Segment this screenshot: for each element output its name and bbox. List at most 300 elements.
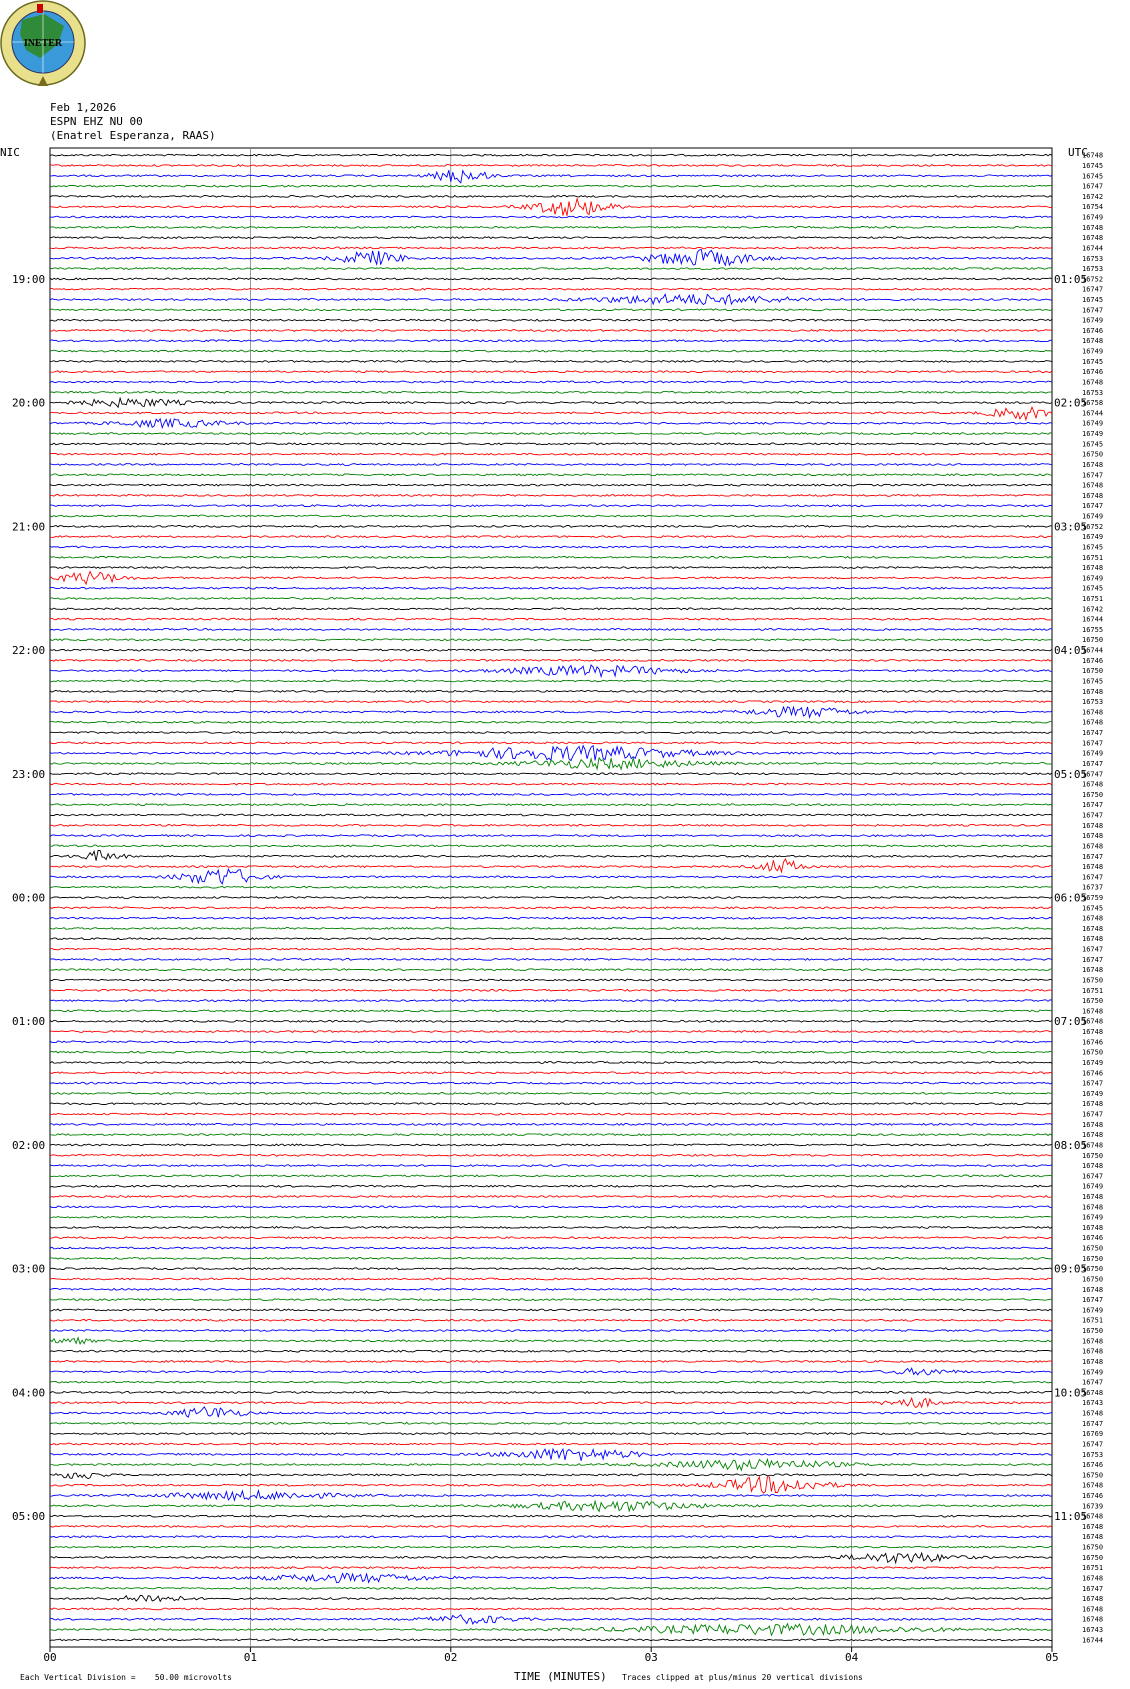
- seismic-trace: [50, 1165, 1052, 1167]
- seismic-trace: [50, 567, 1052, 569]
- trace-value-label: 16749: [1082, 533, 1104, 542]
- x-tick-label: 05: [1045, 1651, 1059, 1664]
- seismic-trace: [50, 278, 1052, 280]
- seismic-trace: [50, 649, 1052, 651]
- trace-value-label: 16745: [1082, 677, 1104, 686]
- right-axis-title: UTC: [1068, 146, 1088, 159]
- trace-value-label: 16749: [1082, 749, 1104, 758]
- seismic-trace: [50, 845, 1052, 847]
- trace-value-label: 16750: [1082, 1471, 1104, 1480]
- trace-value-label: 16747: [1082, 1079, 1104, 1088]
- seismic-trace: [50, 1000, 1052, 1002]
- nic-hour-label: 04:00: [12, 1386, 46, 1400]
- utc-hour-label: 03:05: [1054, 520, 1088, 534]
- seismic-trace: [50, 433, 1052, 435]
- trace-value-label: 16747: [1082, 182, 1104, 191]
- trace-value-label: 16753: [1082, 1450, 1104, 1459]
- seismic-trace: [50, 495, 1052, 497]
- trace-value-label: 16748: [1082, 924, 1104, 933]
- trace-value-label: 16747: [1082, 1110, 1104, 1119]
- seismic-trace: [50, 1123, 1052, 1125]
- trace-value-label: 16746: [1082, 656, 1104, 665]
- seismic-trace: [50, 546, 1052, 548]
- trace-value-label: 16737: [1082, 883, 1104, 892]
- trace-value-label: 16742: [1082, 605, 1104, 614]
- trace-value-label: 16748: [1082, 914, 1104, 923]
- trace-value-label: 16749: [1082, 347, 1104, 356]
- trace-value-label: 16749: [1082, 1368, 1104, 1377]
- seismic-trace: [50, 474, 1052, 476]
- utc-hour-label: 01:05: [1054, 272, 1088, 286]
- logo-text: INETER: [23, 38, 63, 49]
- seismic-trace: [50, 294, 1052, 304]
- trace-value-label: 16750: [1082, 1265, 1104, 1274]
- nic-hour-label: 21:00: [12, 520, 46, 534]
- seismic-trace: [50, 1185, 1052, 1187]
- seismic-trace: [50, 989, 1052, 991]
- trace-value-label: 16749: [1082, 430, 1104, 438]
- seismic-trace: [50, 587, 1052, 589]
- trace-value-label: 16749: [1082, 1306, 1104, 1315]
- seismic-trace: [50, 1443, 1052, 1445]
- trace-value-label: 16754: [1082, 203, 1104, 212]
- seismic-trace: [50, 391, 1052, 393]
- trace-value-label: 16748: [1082, 1223, 1104, 1232]
- trace-value-label: 16748: [1082, 223, 1104, 232]
- trace-value-label: 16748: [1082, 842, 1104, 851]
- x-axis-title: TIME (MINUTES): [514, 1670, 607, 1683]
- seismic-trace: [50, 1338, 1052, 1344]
- trace-value-label: 16748: [1082, 1337, 1104, 1346]
- trace-value-label: 16746: [1082, 1234, 1104, 1243]
- trace-value-label: 16747: [1082, 306, 1104, 315]
- seismic-trace: [50, 639, 1052, 641]
- trace-value-label: 16748: [1082, 1358, 1104, 1366]
- seismic-trace: [50, 464, 1052, 466]
- trace-value-label: 16747: [1082, 852, 1104, 861]
- seismic-trace: [50, 1227, 1052, 1229]
- trace-value-label: 16750: [1082, 636, 1104, 645]
- seismic-trace: [50, 1062, 1052, 1064]
- trace-value-label: 16750: [1082, 667, 1104, 676]
- trace-value-label: 16750: [1082, 1543, 1104, 1552]
- seismic-trace: [50, 515, 1052, 517]
- seismic-trace: [50, 1624, 1052, 1636]
- trace-value-label: 16750: [1082, 1553, 1104, 1562]
- seismic-trace: [50, 804, 1052, 806]
- nic-hour-label: 22:00: [12, 644, 46, 658]
- seismic-trace: [50, 371, 1052, 373]
- utc-hour-label: 05:05: [1054, 767, 1088, 781]
- seismic-trace: [50, 1154, 1052, 1156]
- seismic-trace: [50, 361, 1052, 363]
- trace-value-label: 16749: [1082, 316, 1104, 325]
- trace-value-label: 16748: [1082, 1193, 1104, 1201]
- seismic-trace: [50, 1587, 1052, 1589]
- seismic-trace: [50, 556, 1052, 558]
- seismic-trace: [50, 824, 1052, 826]
- seismic-trace: [50, 1515, 1052, 1517]
- seismic-trace: [50, 443, 1052, 445]
- trace-value-label: 16749: [1082, 1059, 1104, 1067]
- seismic-trace: [50, 1368, 1052, 1375]
- seismic-trace: [50, 1459, 1052, 1470]
- seismic-trace: [50, 1501, 1052, 1511]
- seismic-trace: [50, 330, 1052, 332]
- seismic-trace: [50, 525, 1052, 527]
- trace-value-label: 16748: [1082, 1605, 1104, 1614]
- seismic-trace: [50, 1553, 1052, 1563]
- nic-hour-label: 01:00: [12, 1015, 46, 1029]
- trace-value-label: 16748: [1082, 821, 1104, 830]
- seismic-trace: [50, 969, 1052, 971]
- nic-hour-label: 03:00: [12, 1262, 46, 1276]
- utc-hour-label: 11:05: [1054, 1510, 1088, 1524]
- trace-value-label: 16748: [1082, 832, 1104, 841]
- seismic-trace: [50, 608, 1052, 610]
- seismic-trace: [50, 484, 1052, 486]
- trace-value-label: 16748: [1082, 708, 1104, 717]
- seismic-trace: [50, 196, 1052, 198]
- trace-value-label: 16747: [1082, 955, 1104, 964]
- trace-value-label: 16750: [1082, 1244, 1104, 1253]
- trace-value-label: 16748: [1082, 481, 1104, 490]
- seismic-trace: [50, 701, 1052, 703]
- trace-value-label: 16750: [1082, 1275, 1104, 1284]
- trace-value-label: 16746: [1082, 1038, 1104, 1047]
- x-tick-label: 00: [43, 1651, 57, 1664]
- trace-value-label: 16746: [1082, 1461, 1104, 1470]
- seismic-trace: [50, 1020, 1052, 1022]
- seismic-trace: [50, 859, 1052, 872]
- trace-value-label: 16744: [1082, 615, 1104, 624]
- seismic-trace: [50, 1392, 1052, 1394]
- trace-value-label: 16748: [1082, 1131, 1104, 1140]
- seismic-trace: [50, 707, 1052, 718]
- seismic-trace: [50, 1567, 1052, 1569]
- seismic-trace: [50, 850, 1052, 860]
- trace-value-label: 16745: [1082, 357, 1104, 366]
- seismic-trace: [50, 572, 1052, 585]
- seismic-trace: [50, 928, 1052, 930]
- x-tick-label: 02: [444, 1651, 458, 1664]
- trace-value-label: 16745: [1082, 543, 1104, 552]
- trace-value-label: 16744: [1082, 244, 1104, 253]
- trace-value-label: 16746: [1082, 326, 1104, 335]
- trace-value-label: 16747: [1082, 873, 1104, 882]
- trace-value-label: 16759: [1082, 894, 1104, 902]
- seismic-trace: [50, 1422, 1052, 1424]
- trace-value-label: 16743: [1082, 1626, 1104, 1634]
- trace-value-label: 16745: [1082, 172, 1104, 181]
- trace-value-label: 16748: [1082, 564, 1104, 573]
- seismic-trace: [50, 199, 1052, 216]
- seismic-trace: [50, 1216, 1052, 1218]
- trace-value-label: 16751: [1082, 595, 1104, 603]
- seismic-trace: [50, 1433, 1052, 1435]
- trace-value-label: 16748: [1082, 1347, 1104, 1356]
- trace-value-label: 16747: [1082, 502, 1104, 511]
- trace-value-label: 16749: [1082, 213, 1104, 222]
- trace-value-label: 16748: [1082, 337, 1104, 346]
- seismic-trace: [50, 1449, 1052, 1461]
- trace-value-label: 16748: [1082, 1615, 1104, 1624]
- seismic-trace: [50, 319, 1052, 321]
- seismic-trace: [50, 1319, 1052, 1321]
- seismic-trace: [50, 381, 1052, 383]
- x-tick-label: 04: [844, 1651, 859, 1664]
- trace-value-label: 16748: [1082, 718, 1104, 727]
- seismic-trace: [50, 907, 1052, 909]
- station-location: (Enatrel Esperanza, RAAS): [50, 129, 216, 142]
- utc-hour-label: 07:05: [1054, 1015, 1088, 1029]
- seismic-trace: [50, 154, 1052, 156]
- trace-value-label: 16748: [1082, 1481, 1104, 1490]
- trace-value-label: 16745: [1082, 904, 1104, 913]
- trace-value-label: 16750: [1082, 1254, 1104, 1263]
- seismic-trace: [50, 1309, 1052, 1311]
- seismic-trace: [50, 979, 1052, 981]
- trace-value-label: 16750: [1082, 1327, 1104, 1335]
- seismic-trace: [50, 453, 1052, 455]
- trace-value-label: 16747: [1082, 1378, 1104, 1387]
- seismic-trace: [50, 1082, 1052, 1084]
- utc-hour-label: 02:05: [1054, 396, 1088, 410]
- trace-value-label: 16748: [1082, 1017, 1104, 1026]
- trace-value-label: 16748: [1082, 1007, 1104, 1016]
- trace-value-label: 16749: [1082, 1182, 1104, 1191]
- seismic-trace: [50, 869, 1052, 884]
- trace-value-label: 16747: [1082, 945, 1104, 954]
- trace-value-label: 16769: [1082, 1430, 1104, 1439]
- trace-value-label: 16753: [1082, 254, 1104, 263]
- seismic-trace: [50, 1237, 1052, 1239]
- seismic-trace: [50, 237, 1052, 239]
- trace-value-label: 16748: [1082, 491, 1104, 500]
- seismic-trace: [50, 1144, 1052, 1146]
- seismic-trace: [50, 1615, 1052, 1624]
- trace-value-label: 16750: [1082, 997, 1104, 1006]
- seismic-trace: [50, 1051, 1052, 1053]
- trace-value-label: 16744: [1082, 1636, 1104, 1645]
- trace-value-label: 16748: [1082, 687, 1104, 696]
- seismic-trace: [50, 1041, 1052, 1043]
- trace-value-label: 16752: [1082, 522, 1104, 531]
- seismic-trace: [50, 1398, 1052, 1407]
- trace-value-label: 16747: [1082, 1172, 1104, 1181]
- trace-value-label: 16753: [1082, 265, 1104, 274]
- seismic-trace: [50, 814, 1052, 816]
- seismic-trace: [50, 419, 1052, 428]
- trace-value-label: 16746: [1082, 368, 1104, 377]
- seismic-trace: [50, 288, 1052, 290]
- trace-value-label: 16748: [1082, 378, 1104, 387]
- trace-value-label: 16747: [1082, 760, 1104, 768]
- seismic-trace: [50, 1247, 1052, 1249]
- seismic-trace: [50, 1031, 1052, 1033]
- seismic-trace: [50, 1526, 1052, 1528]
- seismic-trace: [50, 1473, 1052, 1479]
- utc-hour-label: 04:05: [1054, 644, 1088, 658]
- seismic-trace: [50, 1361, 1052, 1363]
- nic-hour-label: 02:00: [12, 1138, 46, 1152]
- trace-value-label: 16748: [1082, 461, 1104, 469]
- seismic-trace: [50, 1103, 1052, 1105]
- seismic-trace: [50, 660, 1052, 662]
- seismic-trace: [50, 1196, 1052, 1198]
- trace-value-label: 16747: [1082, 739, 1104, 748]
- trace-value-label: 16749: [1082, 1089, 1104, 1098]
- trace-value-label: 16745: [1082, 440, 1104, 449]
- nic-hour-labels: [12, 273, 45, 1523]
- trace-value-label: 16748: [1082, 151, 1104, 160]
- trace-value-label: 16744: [1082, 646, 1104, 655]
- trace-value-label: 16750: [1082, 1048, 1104, 1057]
- trace-value-label: 16751: [1082, 1316, 1104, 1325]
- seismic-trace: [50, 794, 1052, 796]
- trace-value-label: 16749: [1082, 419, 1104, 428]
- trace-value-label: 16748: [1082, 1120, 1104, 1129]
- trace-value-label: 16747: [1082, 1584, 1104, 1593]
- trace-value-label: 16747: [1082, 285, 1104, 294]
- trace-value-label: 16748: [1082, 1574, 1104, 1583]
- clip-note: Traces clipped at plus/minus 20 vertical divisions: [622, 1673, 863, 1682]
- nic-hour-label: 23:00: [12, 767, 46, 781]
- trace-value-label: 16748: [1082, 863, 1104, 872]
- seismic-trace: [50, 721, 1052, 723]
- trace-value-label: 16748: [1082, 1595, 1104, 1604]
- trace-value-label: 16748: [1082, 1028, 1104, 1036]
- seismic-trace: [50, 1175, 1052, 1177]
- trace-value-label: 16749: [1082, 574, 1104, 583]
- trace-value-label: 16750: [1082, 976, 1104, 985]
- utc-hour-label: 06:05: [1054, 891, 1088, 905]
- trace-value-label: 16746: [1082, 1492, 1104, 1500]
- trace-value-label: 16748: [1082, 1388, 1104, 1397]
- seismic-trace: [50, 350, 1052, 352]
- seismic-trace: [50, 1330, 1052, 1332]
- trace-set: [50, 154, 1052, 1640]
- seismic-trace: [50, 959, 1052, 961]
- trace-value-label: 16739: [1082, 1502, 1104, 1511]
- seismic-trace: [50, 1381, 1052, 1383]
- nic-hour-label: 00:00: [12, 891, 46, 905]
- seismic-trace: [50, 165, 1052, 167]
- left-axis-title: NIC: [0, 146, 20, 159]
- seismic-trace: [50, 1093, 1052, 1095]
- trace-value-label: 16748: [1082, 1522, 1104, 1531]
- seismic-trace: [50, 917, 1052, 919]
- seismic-trace: [50, 897, 1052, 899]
- seismic-trace: [50, 1350, 1052, 1352]
- seismic-trace: [50, 505, 1052, 507]
- nic-hour-label: 19:00: [12, 272, 46, 286]
- seismic-trace: [50, 1608, 1052, 1610]
- seismic-trace: [50, 732, 1052, 734]
- trace-value-label: 16748: [1082, 1533, 1104, 1542]
- trace-value-label: 16753: [1082, 698, 1104, 707]
- trace-value-label: 16743: [1082, 1399, 1104, 1408]
- seismic-trace: [50, 598, 1052, 600]
- trace-value-label: 16747: [1082, 811, 1104, 820]
- seismic-trace: [50, 690, 1052, 692]
- chart-date: Feb 1,2026: [50, 101, 117, 114]
- seismic-trace: [50, 680, 1052, 682]
- trace-value-label: 16752: [1082, 275, 1104, 284]
- trace-value-label: 16745: [1082, 296, 1104, 304]
- seismic-trace: [50, 1477, 1052, 1493]
- trace-value-label: 16745: [1082, 584, 1104, 593]
- seismic-trace: [50, 247, 1052, 249]
- trace-value-label: 16758: [1082, 399, 1104, 408]
- x-tick-label: 01: [243, 1651, 258, 1664]
- seismic-trace: [50, 1206, 1052, 1208]
- seismic-trace: [50, 1491, 1052, 1501]
- seismic-trace: [50, 886, 1052, 888]
- utc-hour-label: 08:05: [1054, 1138, 1088, 1152]
- seismic-trace: [50, 309, 1052, 311]
- trace-value-label: 16751: [1082, 986, 1104, 995]
- trace-value-label: 16745: [1082, 162, 1104, 170]
- trace-value-label: 16750: [1082, 1151, 1104, 1160]
- seismic-trace: [50, 1134, 1052, 1136]
- trace-value-label: 16748: [1082, 966, 1104, 975]
- seismic-trace: [50, 1268, 1052, 1270]
- seismic-trace: [50, 1596, 1052, 1602]
- trace-value-label: 16742: [1082, 192, 1104, 201]
- seismic-trace: [50, 629, 1052, 631]
- seismic-trace: [50, 249, 1052, 265]
- trace-value-label: 16747: [1082, 1440, 1104, 1449]
- seismic-trace: [50, 407, 1052, 420]
- seismic-trace: [50, 1288, 1052, 1290]
- station-code: ESPN EHZ NU 00: [50, 115, 143, 128]
- trace-value-label: 16751: [1082, 553, 1104, 562]
- seismic-trace: [50, 938, 1052, 940]
- trace-value-label: 16748: [1082, 234, 1104, 243]
- trace-value-label: 16749: [1082, 512, 1104, 521]
- seismic-trace: [50, 665, 1052, 677]
- seismic-trace: [50, 783, 1052, 785]
- trace-value-label: 16747: [1082, 770, 1104, 779]
- trace-value-label: 16747: [1082, 801, 1104, 810]
- trace-value-label: 16748: [1082, 1512, 1104, 1521]
- trace-value-label: 16747: [1082, 471, 1104, 480]
- seismic-trace: [50, 185, 1052, 187]
- utc-hour-label: 09:05: [1054, 1262, 1088, 1276]
- seismic-trace: [50, 948, 1052, 950]
- trace-value-label: 16748: [1082, 935, 1104, 944]
- utc-hour-label: 10:05: [1054, 1386, 1088, 1400]
- trace-value-label: 16747: [1082, 729, 1104, 737]
- trace-value-label: 16748: [1082, 1203, 1104, 1212]
- seismic-trace: [50, 170, 1052, 183]
- seismic-trace: [50, 226, 1052, 228]
- seismic-trace: [50, 1072, 1052, 1074]
- seismic-trace: [50, 1407, 1052, 1417]
- seismic-trace: [50, 1546, 1052, 1548]
- nic-hour-label: 20:00: [12, 396, 46, 410]
- seismic-trace: [50, 1010, 1052, 1012]
- trace-value-label: 16746: [1082, 1069, 1104, 1078]
- seismic-trace: [50, 268, 1052, 270]
- scale-note: Each Vertical Division = 50.00 microvolts: [20, 1673, 232, 1682]
- seismic-trace: [50, 1536, 1052, 1538]
- trace-value-label: 16747: [1082, 1296, 1104, 1305]
- x-tick-label: 03: [644, 1651, 658, 1664]
- trace-value-label: 16748: [1082, 1409, 1104, 1418]
- trace-value-label: 16750: [1082, 450, 1104, 459]
